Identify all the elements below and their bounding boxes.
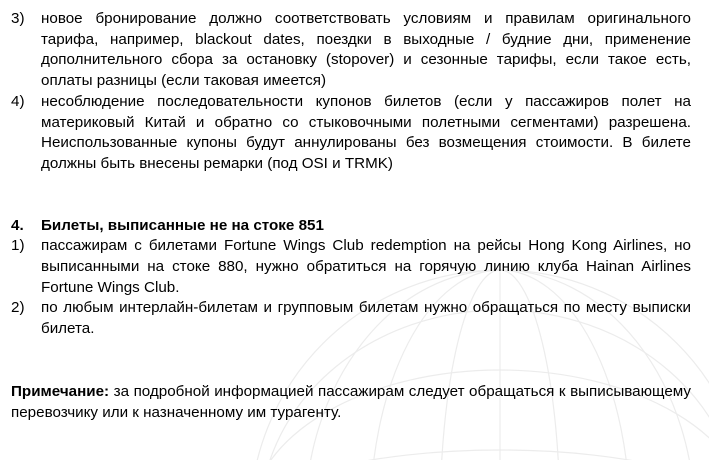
list-text: новое бронирование должно соответствовать условиям и правилам оригинального тарифа, например, blackout dates, поездки в выходные / будние дни, применение дополнительного сбора за остановку (stopover) и сезонные тарифы, если такое есть, оплаты разницы (если таковая имеется)	[41, 10, 691, 90]
list-text: по любым интерлайн-билетам и групповым билетам нужно обращаться по месту выписки билета.	[41, 299, 691, 338]
list-number: 4)	[11, 92, 25, 110]
list-text: несоблюдение последовательности купонов билетов (если у пассажиров полет на материковый Китай и обратно со стыковочными полетными сегментами) разрешена. Неиспользованные купоны будут аннулированы без возмещения стоимости. В билете должны быть внесены ремарки (под OSI и TRMK)	[41, 92, 691, 172]
list-number: 2)	[11, 299, 25, 317]
list-item	[11, 236, 691, 298]
section-title: Билеты, выписанные не на стоке 851	[41, 216, 324, 234]
note-paragraph	[11, 382, 691, 423]
document-body	[11, 9, 691, 423]
section-number: 4.	[11, 216, 24, 234]
list-item	[11, 298, 691, 339]
section-heading	[11, 216, 691, 237]
list-number: 3)	[11, 10, 25, 27]
note-text: за подробной информацией пассажирам следует обращаться к выписывающему перевозчику или к назначенному им турагенту.	[11, 382, 691, 421]
list-item	[11, 92, 691, 175]
note-label: Примечание:	[11, 382, 110, 400]
list-number: 1)	[11, 237, 25, 255]
section-spacer	[11, 340, 691, 382]
list-text: пассажирам с билетами Fortune Wings Club redemption на рейсы Hong Kong Airlines, но выписанными на стоке 880, нужно обратиться на горячую линию клуба Hainan Airlines Fortune Wings Club.	[41, 237, 691, 296]
list-item	[11, 9, 691, 92]
section-spacer	[11, 175, 691, 216]
